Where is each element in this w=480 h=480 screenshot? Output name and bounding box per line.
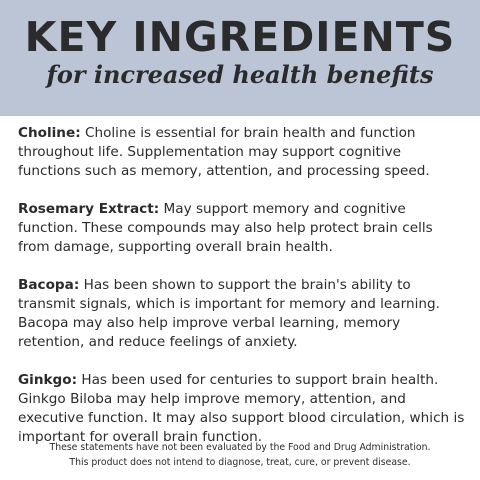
page-subtitle: for increased health benefits <box>46 60 434 89</box>
page-title: KEY INGREDIENTS <box>24 13 456 61</box>
disclaimer-line-2: This product does not intend to diagnose, treat, cure, or prevent disease. <box>69 457 411 468</box>
ingredient-bacopa <box>18 276 466 352</box>
ingredient-name: Ginkgo: <box>18 372 78 388</box>
header-banner <box>0 0 480 116</box>
ingredient-rosemary-extract <box>18 200 466 257</box>
disclaimer-line-1: These statements have not been evaluated by the Food and Drug Administration. <box>49 442 431 453</box>
ingredient-description: Has been shown to support the brain's ability to transmit signals, which is important for memory and learning. Bacopa may also help improve verbal learning, memory retention, and reduce feelings of anxiety. <box>18 277 440 350</box>
ingredient-name: Bacopa: <box>18 277 80 293</box>
ingredient-description: Choline is essential for brain health and function throughout life. Supplementation may support cognitive functions such as memory, attention, and processing speed. <box>18 125 430 179</box>
ingredient-description: May support memory and cognitive function. These compounds may also help protect brain cells from damage, supporting overall brain health. <box>18 201 433 255</box>
ingredient-ginkgo <box>18 371 466 447</box>
ingredient-description: Has been used for centuries to support brain health. Ginkgo Biloba may help improve memory, attention, and executive function. It may also support blood circulation, which is important for overall brain function. <box>18 372 465 445</box>
ingredient-choline <box>18 124 466 181</box>
ingredient-name: Rosemary Extract: <box>18 201 160 217</box>
ingredient-name: Choline: <box>18 125 81 141</box>
fda-disclaimer <box>0 440 480 470</box>
ingredients-list <box>18 124 466 466</box>
